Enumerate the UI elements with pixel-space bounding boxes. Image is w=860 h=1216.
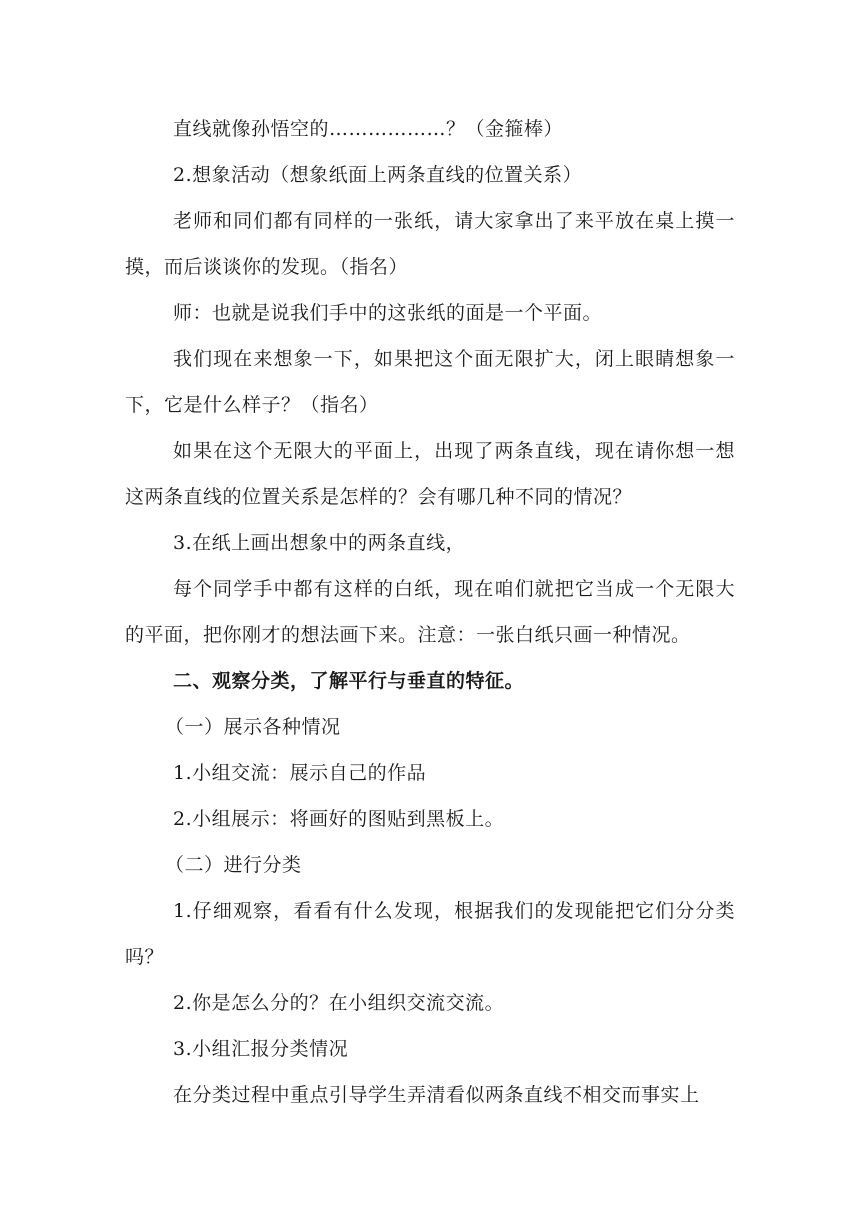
paragraph: 3.小组汇报分类情况 <box>173 1038 349 1060</box>
paragraph: 我们现在来想象一下，如果把这个面无限扩大，闭上眼睛想象一下，它是什么样子？（指名） <box>125 348 735 416</box>
paragraph: 在分类过程中重点引导学生弄清看似两条直线不相交而事实上 <box>173 1084 700 1106</box>
paragraph: 2.你是怎么分的？在小组织交流交流。 <box>173 992 505 1014</box>
paragraph: 直线就像孙悟空的………………？（金箍棒） <box>173 118 564 140</box>
section-heading: 二、观察分类，了解平行与垂直的特征。 <box>173 670 525 692</box>
paragraph: 每个同学手中都有这样的白纸，现在咱们就把它当成一个无限大的平面，把你刚才的想法画下来。注意：一张白纸只画一种情况。 <box>125 578 735 646</box>
paragraph: 2.小组展示：将画好的图贴到黑板上。 <box>173 808 505 830</box>
paragraph: 2.想象活动（想象纸面上两条直线的位置关系） <box>173 164 583 186</box>
paragraph: 老师和同们都有同样的一张纸，请大家拿出了来平放在桌上摸一摸，而后谈谈你的发现。（指名） <box>125 210 735 278</box>
paragraph: 师：也就是说我们手中的这张纸的面是一个平面。 <box>173 302 603 324</box>
paragraph: 1.仔细观察，看看有什么发现，根据我们的发现能把它们分分类吗？ <box>125 900 735 968</box>
paragraph: 如果在这个无限大的平面上，出现了两条直线，现在请你想一想这两条直线的位置关系是怎样的？会有哪几种不同的情况？ <box>125 440 735 508</box>
subsection-heading: （二）进行分类 <box>165 854 302 876</box>
document-body <box>125 106 735 1118</box>
subsection-heading: （一）展示各种情况 <box>165 716 341 738</box>
paragraph: 1.小组交流：展示自己的作品 <box>173 762 427 784</box>
paragraph: 3.在纸上画出想象中的两条直线， <box>173 532 466 554</box>
